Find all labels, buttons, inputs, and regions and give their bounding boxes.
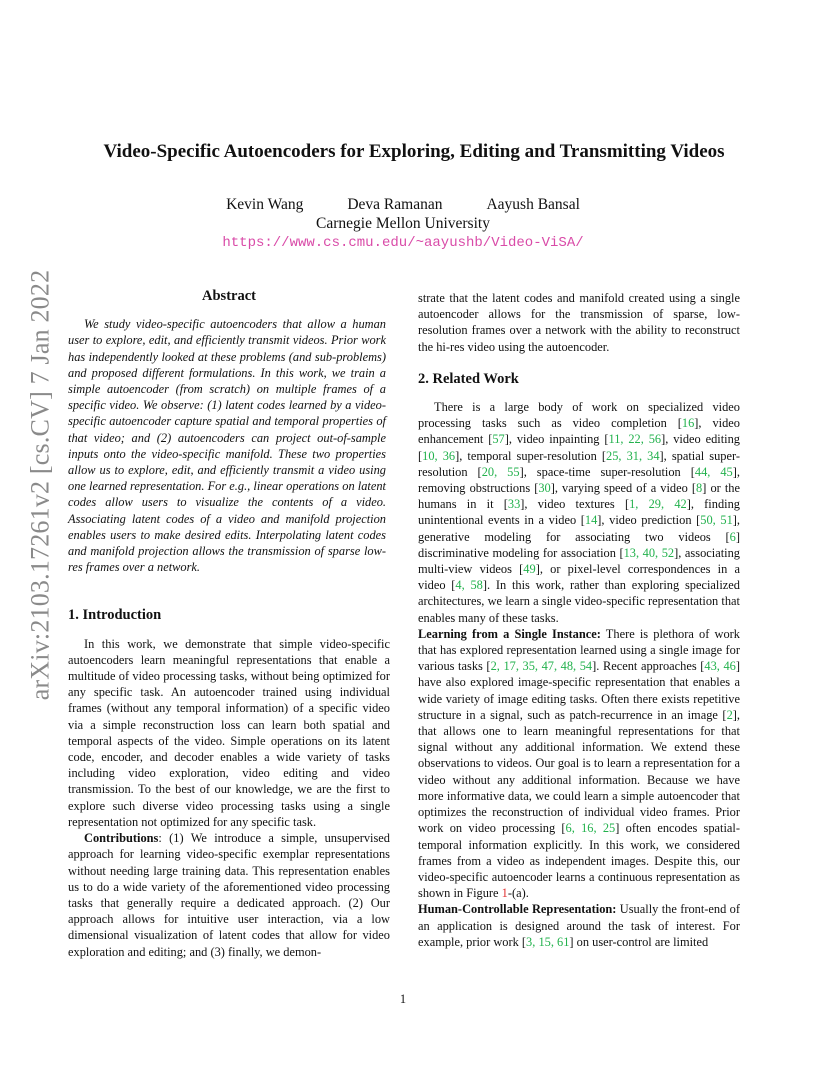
related-work-paragraph [418,399,740,626]
citation-link[interactable]: 2 [726,707,733,722]
body-text: ] or the humans in it [ [418,481,740,512]
body-text: ], varying speed of a video [ [550,481,697,496]
citation-link[interactable]: 25, 31, 34 [606,448,660,463]
body-text: There is plethora of work that has explored representation learned using a single image for various tasks [ [418,626,740,674]
page-number: 1 [399,992,407,1006]
related-work-heading: 2. Related Work [418,370,519,387]
citation-link[interactable]: 30 [538,481,551,496]
paragraph-label: Human-Controllable Representation: [418,902,617,917]
paper-title: Video-Specific Autoencoders for Exploring, Editing and Transmitting Videos [103,141,725,162]
contributions-paragraph [68,830,390,960]
citation-link[interactable]: 50, 51 [700,513,733,528]
citation-link[interactable]: 10, 36 [422,448,456,463]
body-text: ], space-time super-resolution [ [519,464,695,479]
body-text: ], spatial super-resolution [ [418,448,740,479]
body-text: ]. Recent approaches [ [592,659,705,674]
abstract-heading: Abstract [202,288,256,304]
citation-link[interactable]: 20, 55 [481,464,520,479]
paragraph-label: Learning from a Single Instance: [418,626,601,641]
citation-link[interactable]: 11, 22, 56 [608,432,662,447]
human-controllable-paragraph [418,901,740,950]
body-text: ], video inpainting [ [504,432,609,447]
citation-link[interactable]: 44, 45 [694,464,733,479]
body-text: ], finding unintentional events in a video [ [418,497,740,528]
citation-link[interactable]: 4, 58 [455,578,483,593]
figure-link[interactable]: 1 [501,886,508,901]
body-text: ], video editing [ [418,432,740,463]
author-list [0,196,806,214]
citation-link[interactable]: 13, 40, 52 [623,545,675,560]
introduction-paragraph: In this work, we demonstrate that simple video-specific autoencoders learn meaningful representations that enable a multitude of video processing tasks, without being optimized for any specific task. An autoencoder trained using individual frames (without any temporal information) of a specific video via a simple reconstruction loss can learn both spatial and temporal aspects of the video. Simple operations on its latent code, encoder, and decoder enables a wide variety of tasks including video exploration, video editing and video transmission. To the best of our knowledge, we are the first to explore such diverse video processing tasks using a single representation not optimized for any specific task. [68,636,390,829]
body-text: ] discriminative modeling for association [ [418,529,740,560]
citation-link[interactable]: 6, 16, 25 [565,821,616,836]
project-url-link[interactable]: https://www.cs.cmu.edu/~aayushb/Video-ViSA/ [222,235,584,251]
continuation-paragraph: strate that the latent codes and manifold created using a single autoencoder allows for the transmission of sparse, low-resolution frames over a network with the ability to reconstruct the hi-res video using the autoencoder. [418,291,740,354]
citation-link[interactable]: 49 [523,562,536,577]
body-text: -(a). [507,886,529,901]
body-text: ] often encodes spatial-temporal information explicitly. In this work, we considered frames from a video as independent images. Despite this, our video-specific autoencoder learns a continuous representation as shown in Figure [418,821,740,901]
citation-link[interactable]: 43, 46 [704,659,736,674]
body-text: There is a large body of work on specialized video processing tasks such as video completion [ [418,400,740,431]
body-text: ], associating multi-view videos [ [418,545,740,577]
citation-link[interactable]: 16 [681,416,695,431]
citation-link[interactable]: 57 [492,432,505,447]
body-text: ]. In this work, rather than exploring specialized architectures, we learn a single video-specific representation that enables many of these tasks. [418,578,740,625]
body-text: ], removing obstructions [ [418,464,740,496]
author-name: Aayush Bansal [486,196,580,213]
body-text: ], video enhancement [ [418,416,740,447]
body-text: ], video prediction [ [597,513,701,528]
body-text: ], video textures [ [520,497,630,512]
citation-link[interactable]: 3, 15, 61 [526,934,570,949]
arxiv-identifier: arXiv:2103.17261v2 [cs.CV] 7 Jan 2022 [25,269,55,701]
body-text: ] have also explored image-specific representation that enables a wide variety of image editing tasks. Often there exists repetitive structure in a signal, such as patch-recurrence in an image [ [418,659,740,722]
arxiv-side-stamp [20,269,60,701]
abstract-body: We study video-specific autoencoders that allow a human user to explore, edit, and efficiently transmit videos. Prior work has independently looked at these problems (and sub-problems) and proposed different formulations. In this work, we train a simple autoencoder (from scratch) on multiple frames of a specific video. We observe: (1) latent codes learned by a video-specific autoencoder capture spatial and temporal properties of that video; and (2) autoencoders can project out-of-sample inputs onto the video-specific manifold. These two properties allow us to explore, edit, and efficiently transmit a video using one learned representation. For e.g., linear operations on latent codes allow users to visualize the contents of a video. Associating latent codes of a video and manifold projection enables users to make desired edits. Interpolating latent codes and manifold projection allows the transmission of sparse low-res frames over a network. [68,317,386,575]
body-text: ], temporal super-resolution [ [455,448,607,463]
right-column [418,290,740,950]
affiliation: Carnegie Mellon University [316,215,490,232]
learning-single-instance-paragraph [418,626,740,901]
citation-link[interactable]: 1, 29, 42 [629,497,687,512]
citation-link[interactable]: 2, 17, 35, 47, 48, 54 [490,659,593,674]
citation-link[interactable]: 6 [729,529,736,544]
left-column [68,286,390,960]
citation-link[interactable]: 8 [696,481,703,496]
introduction-heading: 1. Introduction [68,607,162,624]
citation-link[interactable]: 14 [584,513,598,528]
body-text: ] on user-control are limited [569,934,709,949]
citation-link[interactable]: 33 [507,497,521,512]
body-text: Usually the front-end of an application is designed around the task of interest. For example, prior work [ [418,902,741,949]
contributions-label: Contributions [84,831,159,846]
body-text: ], generative modeling for associating two videos [ [418,513,740,544]
body-text: ], that allows one to learn meaningful representations for that signal without any additional information. We extend these observations to videos. Our goal is to learn a representation for a video without any additional information. Because we have more informative data, we could learn a simple autoencoder that optimizes the reconstruction of individual video frames. Prior work on video processing [ [418,707,740,836]
contributions-text: : (1) We introduce a simple, unsupervised approach for learning video-specific exemplar representations without needing large training data. This representation enables us to do a wide variety of the aforementioned video processing tasks that generally require a dedicated approach. (2) Our approach allows for intuitive user interaction, via a low dimensional visualization of latent codes that allow for video exploration and editing; and (3) finally, we demon- [68,831,390,959]
author-name: Kevin Wang [226,196,304,213]
body-text: ], or pixel-level correspondences in a video [ [418,562,741,593]
author-name: Deva Ramanan [347,196,443,213]
